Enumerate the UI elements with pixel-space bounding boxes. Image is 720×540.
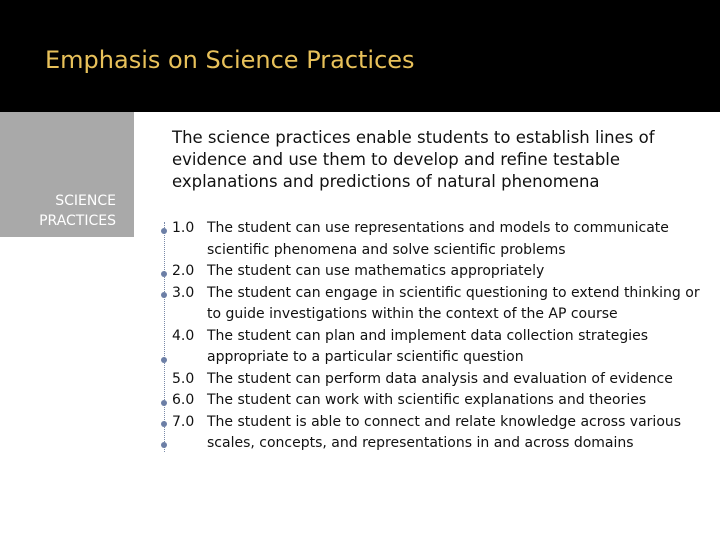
practice-number: 1.0 [172,220,195,236]
practice-text: The student can use mathematics appropriately [207,263,545,279]
timeline-line [164,222,165,452]
section-label-line2: PRACTICES [39,213,116,229]
list-item [172,261,712,283]
list-item [172,412,712,455]
slide-title: Emphasis on Science Practices [45,46,415,74]
timeline-dot [161,228,167,234]
practice-text: The student can work with scientific explanations and theories [207,392,647,408]
practice-text: The student can plan and implement data collection strategies appropriate to a particular scientific question [207,327,649,365]
practice-number: 4.0 [172,327,195,344]
practice-text: The student can perform data analysis and evaluation of evidence [207,370,673,387]
practice-text: The student is able to connect and relate knowledge across various scales, concepts, and representations in and across domains [207,413,682,451]
timeline-dot [161,292,167,298]
timeline-dot [161,421,167,427]
practices-list [172,218,712,455]
practice-number: 5.0 [172,370,195,387]
practice-text: The student can use representations and models to communicate scientific phenomena and solve scientific problems [207,220,669,258]
list-item [172,283,712,326]
timeline-dot [161,400,167,406]
practice-number: 7.0 [172,413,195,430]
title-bar [0,0,720,112]
practice-number: 6.0 [172,392,195,408]
list-item [172,390,712,412]
list-item [172,326,712,369]
section-label-box [0,112,134,237]
timeline-dot [161,357,167,363]
practice-text: The student can engage in scientific questioning to extend thinking or to guide investigations within the context of the AP course [207,284,700,322]
list-item [172,369,712,391]
practice-number: 3.0 [172,284,195,301]
section-label-line1: SCIENCE [55,193,116,209]
list-item [172,218,712,261]
practice-number: 2.0 [172,263,195,279]
timeline-dot [161,442,167,448]
intro-paragraph: The science practices enable students to establish lines of evidence and use them to develop and refine testable explanations and predictions of natural phenomena [172,128,655,191]
section-label [39,191,116,231]
timeline-dot [161,271,167,277]
